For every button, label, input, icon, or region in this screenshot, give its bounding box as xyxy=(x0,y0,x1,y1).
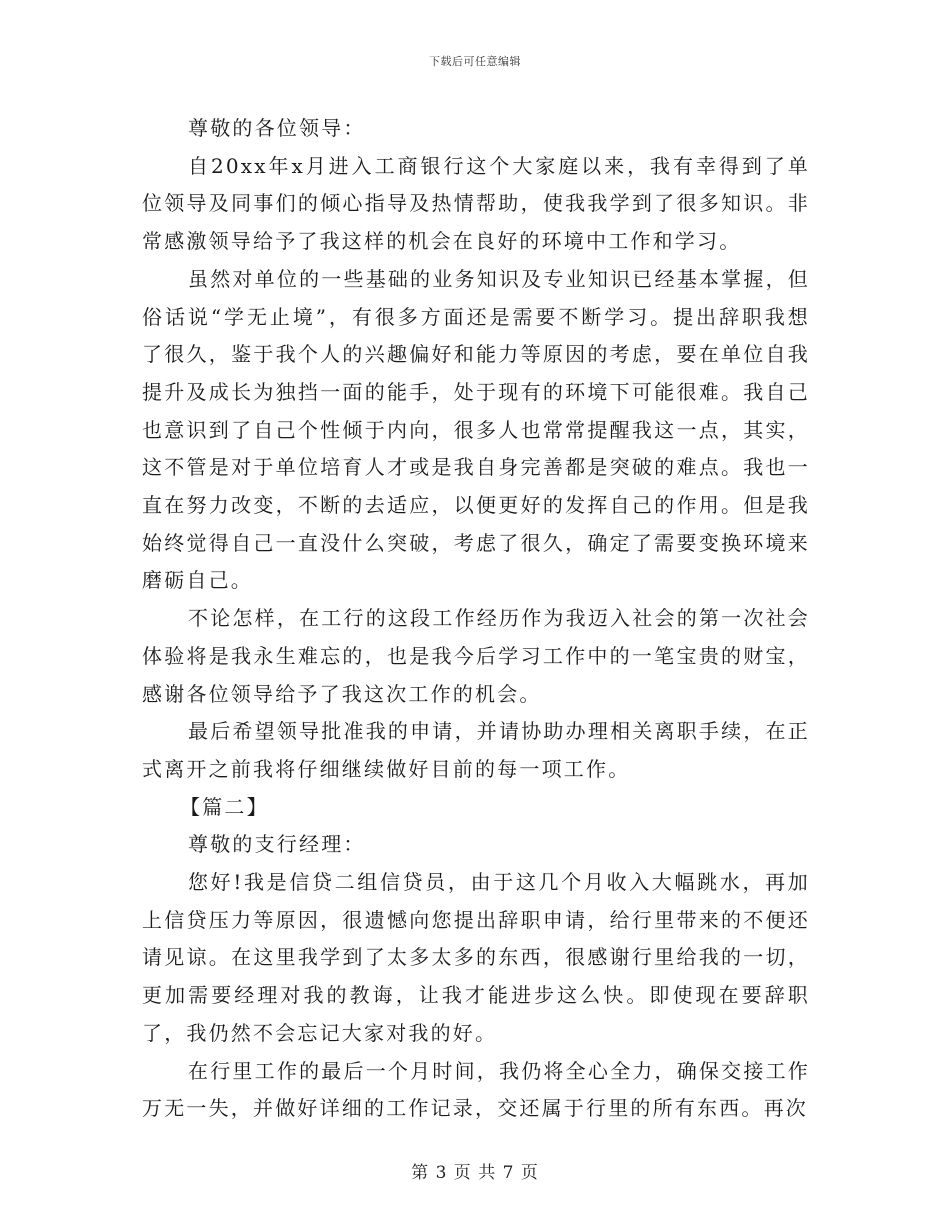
section-heading: 【篇二】 xyxy=(180,794,269,819)
body-paragraph: 自20xx年x月进入工商银行这个大家庭以来，我有幸得到了单位领导及同事们的倾心指导及热情帮助，使我我学到了很多知识。非常感激领导给予了我这样的机会在良好的环境中工作和学习。 xyxy=(142,153,810,254)
salutation: 尊敬的支行经理： xyxy=(188,832,366,857)
page-header: 下载后可任意编辑 xyxy=(429,55,521,68)
salutation: 尊敬的各位领导： xyxy=(188,116,366,140)
body-paragraph: 在行里工作的最后一个月时间，我仍将全心全力，确保交接工作万无一失，并做好详细的工作记录，交还属于行里的所有东西。再次 xyxy=(142,1058,810,1121)
page-number: 第 3 页 共 7 页 xyxy=(411,1163,539,1183)
body-paragraph: 虽然对单位的一些基础的业务知识及专业知识已经基本掌握，但俗话说“学无止境”，有很多方面还是需要不断学习。提出辞职我想了很久，鉴于我个人的兴趣偏好和能力等原因的考虑，要在单位自我提升及成长为独挡一面的能手，处于现有的环境下可能很难。我自己也意识到了自己个性倾于内向，很多人也常常提醒我这一点，其实，这不管是对于单位培育人才或是我自身完善都是突破的难点。我也一直在努力改变，不断的去适应，以便更好的发挥自己的作用。但是我始终觉得自己一直没什么突破，考虑了很久，确定了需要变换环境来磨砺自己。 xyxy=(142,266,810,593)
body-paragraph: 最后希望领导批准我的申请，并请协助办理相关离职手续，在正式离开之前我将仔细继续做好目前的每一项工作。 xyxy=(142,719,810,781)
body-paragraph: 不论怎样，在工行的这段工作经历作为我迈入社会的第一次社会体验将是我永生难忘的，也是我今后学习工作中的一笔宝贵的财宝，感谢各位领导给予了我这次工作的机会。 xyxy=(142,606,810,706)
body-paragraph: 您好!我是信贷二组信贷员，由于这几个月收入大幅跳水，再加上信贷压力等原因，很遗憾向您提出辞职申请，给行里带来的不便还请见谅。在这里我学到了太多太多的东西，很感谢行里给我的一切，更加需要经理对我的教诲，让我才能进步这么快。即使现在要辞职了，我仍然不会忘记大家对我的好。 xyxy=(142,870,810,1045)
document-body xyxy=(142,110,810,1128)
